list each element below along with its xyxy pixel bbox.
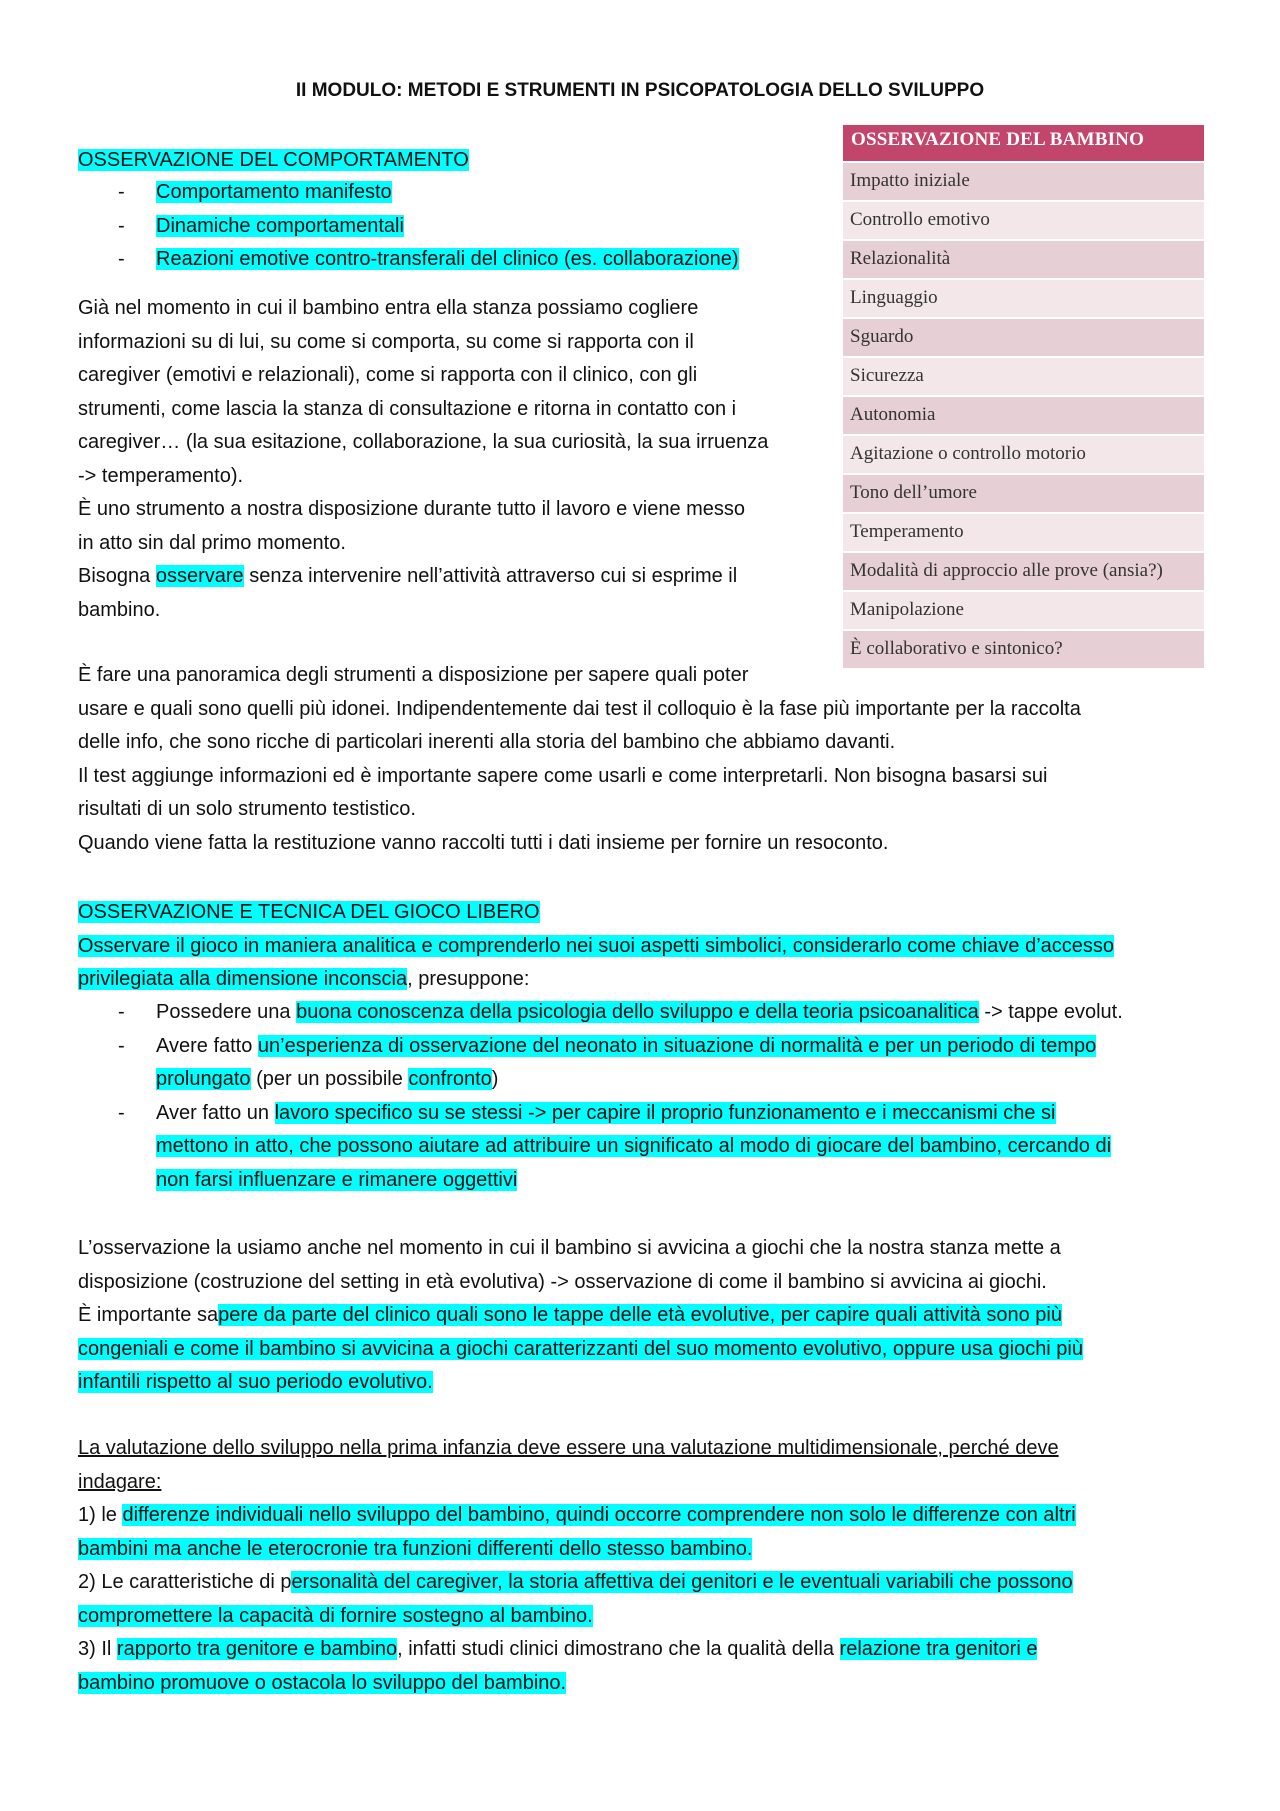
list-item: - Avere fatto un’esperienza di osservazione del neonato in situazione di normalità e per un periodo di tempo prolungato (per un possibile confronto) [118,1034,1097,1090]
table-row: Tono dell’umore [843,473,1204,512]
text-line: congeniali e come il bambino si avvicina a giochi caratterizzanti del suo momento evolutivo, oppure usa giochi più [78,1337,1083,1360]
text-line: È fare una panoramica degli strumenti a disposizione per sapere quali poter [78,664,749,686]
text-line: risultati di un solo strumento testistico. [78,798,416,820]
text-line: Il test aggiunge informazioni ed è importante sapere come usarli e come interpretarli. Non bisogna basarsi sui [78,764,1048,787]
text-line: 2) Le caratteristiche di personalità del caregiver, la storia affettiva dei genitori e le eventuali variabili che possono [78,1571,1073,1593]
text-line: Quando viene fatta la restituzione vanno raccolti tutti i dati insieme per fornire un resoconto. [78,831,889,854]
list-item: - Reazioni emotive contro-transferali del clinico (es. collaborazione) [118,248,739,270]
comportamento-bullet-list [78,176,838,277]
gioco-paragraph [78,1232,1228,1400]
table-row: Autonomia [843,395,1204,434]
text-line: L’osservazione la usiamo anche nel momento in cui il bambino si avvicina a giochi che la nostra stanza mette a [78,1237,1061,1259]
list-item: - Aver fatto un lavoro specifico su se stessi -> per capire il proprio funzionamento e i meccanismi che si mettono in atto, che possono aiutare ad attribuire un significato al modo di giocare del bambino, cercando di non farsi influenzare e rimanere oggettivi [118,1101,1112,1191]
text-line: caregiver (emotivi e relazionali), come si rapporta con il clinico, con gli [78,364,698,386]
table-row: Controllo emotivo [843,200,1204,239]
text-line: Bisogna osservare senza intervenire nell’attività attraverso cui si esprime il [78,565,738,587]
table-row: Relazionalità [843,239,1204,278]
valutazione-section [78,1432,1228,1700]
text-line: -> temperamento). [78,464,244,487]
observation-table [843,125,1204,668]
list-item: - Comportamento manifesto [118,181,392,203]
table-row: Sicurezza [843,356,1204,395]
section-heading-comportamento [78,144,469,177]
gioco-libero-section [78,896,1228,997]
table-row: Modalità di approccio alle prove (ansia?) [843,551,1204,590]
table-row: Manipolazione [843,590,1204,629]
text-line: infantili rispetto al suo periodo evolutivo. [78,1371,433,1393]
text-line: È importante sapere da parte del clinico quali sono le tappe delle età evolutive, per capire quali attività sono più [78,1304,1062,1326]
page-title: II MODULO: METODI E STRUMENTI IN PSICOPATOLOGIA DELLO SVILUPPO [295,80,985,101]
text-line: 1) le differenze individuali nello sviluppo del bambino, quindi occorre comprendere non solo le differenze con altri [78,1504,1076,1526]
text-line: Osservare il gioco in maniera analitica e comprenderlo nei suoi aspetti simbolici, considerarlo come chiave d’accesso [78,934,1115,957]
text-line: bambini ma anche le eterocronie tra funzioni differenti dello stesso bambino. [78,1537,753,1560]
text-line: strumenti, come lascia la stanza di consultazione e ritorna in contatto con i [78,397,737,420]
table-row: Sguardo [843,317,1204,356]
text-line: bambino promuove o ostacola lo sviluppo del bambino. [78,1671,567,1694]
text-line: indagare: [78,1470,162,1493]
table-row: Linguaggio [843,278,1204,317]
text-line: in atto sin dal primo momento. [78,531,346,554]
text-line: Già nel momento in cui il bambino entra ella stanza possiamo cogliere [78,297,699,319]
table-row: Impatto iniziale [843,161,1204,200]
gioco-bullet-list [78,996,1228,1197]
text-line: informazioni su di lui, su come si comporta, su come si rapporta con il [78,330,694,353]
panorama-paragraph [78,659,1228,860]
text-line: La valutazione dello sviluppo nella prima infanzia deve essere una valutazione multidimensionale, perché deve [78,1437,1059,1459]
text-line: usare e quali sono quelli più idonei. Indipendentemente dai test il colloquio è la fase più importante per la raccolta [78,697,1081,720]
table-row: Temperamento [843,512,1204,551]
text-line: delle info, che sono ricche di particolari inerenti alla storia del bambino che abbiamo davanti. [78,731,896,753]
section-heading-gioco: OSSERVAZIONE E TECNICA DEL GIOCO LIBERO [78,901,540,923]
observation-table-header: OSSERVAZIONE DEL BAMBINO [843,125,1204,161]
text-line: bambino. [78,598,161,621]
comportamento-paragraph [78,292,838,627]
list-item: - Possedere una buona conoscenza della psicologia dello sviluppo e della teoria psicoanalitica -> tappe evolut. [118,1001,1123,1023]
list-item: - Dinamiche comportamentali [118,214,404,237]
heading-text: OSSERVAZIONE DEL COMPORTAMENTO [78,149,469,171]
text-line: caregiver… (la sua esitazione, collaborazione, la sua curiosità, la sua irruenza [78,431,769,453]
text-line: 3) Il rapporto tra genitore e bambino, infatti studi clinici dimostrano che la qualità della relazione tra genitori e [78,1638,1038,1660]
table-row: Agitazione o controllo motorio [843,434,1204,473]
text-line: È uno strumento a nostra disposizione durante tutto il lavoro e viene messo [78,498,746,520]
text-line: disposizione (costruzione del setting in età evolutiva) -> osservazione di come il bambino si avvicina ai giochi. [78,1270,1047,1293]
table-row: È collaborativo e sintonico? [843,629,1204,668]
text-line: privilegiata alla dimensione inconscia, presuppone: [78,968,530,990]
text-line: compromettere la capacità di fornire sostegno al bambino. [78,1604,593,1627]
